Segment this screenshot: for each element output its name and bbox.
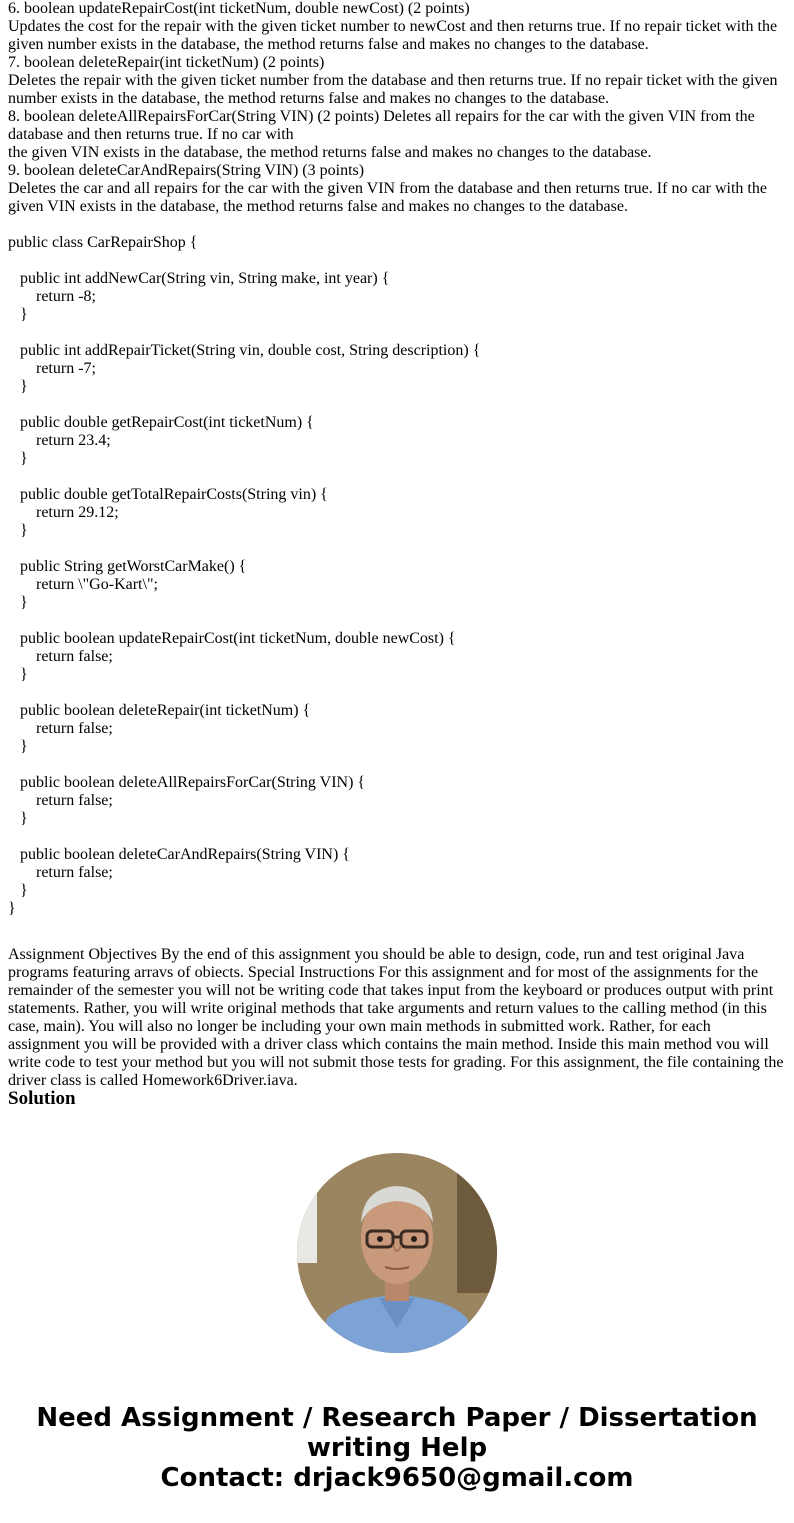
code-line: return 29.12; bbox=[8, 504, 119, 521]
code-line: } bbox=[8, 522, 28, 539]
code-line: return false; bbox=[8, 648, 113, 665]
question-content bbox=[8, 0, 786, 1090]
promo-banner bbox=[0, 1403, 794, 1493]
code-line: public String getWorstCarMake() { bbox=[8, 558, 247, 575]
spec-9-heading: 9. boolean deleteCarAndRepairs(String VIN) (3 points) bbox=[8, 162, 365, 179]
promo-line-1: Need Assignment / Research Paper / Dissertation bbox=[36, 1403, 758, 1433]
code-line: public boolean deleteCarAndRepairs(String VIN) { bbox=[8, 846, 350, 863]
spec-6-body: Updates the cost for the repair with the given ticket number to newCost and then returns true. If no repair ticket with the given number exists in the database, the method returns false and makes no changes to the database. bbox=[8, 18, 778, 53]
code-line: } bbox=[8, 900, 16, 917]
code-line: } bbox=[8, 738, 28, 755]
code-line: return false; bbox=[8, 864, 113, 881]
code-line: public boolean deleteRepair(int ticketNum) { bbox=[8, 702, 311, 719]
spec-7-heading: 7. boolean deleteRepair(int ticketNum) (2 points) bbox=[8, 54, 325, 71]
author-avatar bbox=[297, 1153, 497, 1353]
code-line: return -7; bbox=[8, 360, 96, 377]
code-line: } bbox=[8, 882, 28, 899]
code-line: public int addNewCar(String vin, String make, int year) { bbox=[8, 270, 390, 287]
code-line: public boolean updateRepairCost(int ticketNum, double newCost) { bbox=[8, 630, 456, 647]
code-line bbox=[8, 828, 786, 846]
spec-8-line1: 8. boolean deleteAllRepairsForCar(String VIN) (2 points) Deletes all repairs for the car with the given VIN from the database and then returns true. If no car with bbox=[8, 108, 755, 143]
spec-8-line2: the given VIN exists in the database, the method returns false and makes no changes to the database. bbox=[8, 144, 652, 161]
code-line: public class CarRepairShop { bbox=[8, 234, 198, 251]
promo-contact: Contact: drjack9650@gmail.com bbox=[160, 1463, 634, 1493]
code-line: } bbox=[8, 810, 28, 827]
code-line bbox=[8, 324, 786, 342]
code-line: return -8; bbox=[8, 288, 96, 305]
code-line: return 23.4; bbox=[8, 432, 111, 449]
code-line bbox=[8, 252, 786, 270]
promo-line-2: writing Help bbox=[306, 1433, 488, 1463]
code-line bbox=[8, 468, 786, 486]
code-line bbox=[8, 612, 786, 630]
author-portrait-image bbox=[297, 1153, 497, 1353]
code-line: return false; bbox=[8, 720, 113, 737]
code-line: public boolean deleteAllRepairsForCar(String VIN) { bbox=[8, 774, 366, 791]
solution-heading: Solution bbox=[8, 1088, 76, 1109]
spec-7-body: Deletes the repair with the given ticket number from the database and then returns true. If no repair ticket with the given number exists in the database, the method returns false and makes no changes to the database. bbox=[8, 72, 778, 107]
code-line: public int addRepairTicket(String vin, double cost, String description) { bbox=[8, 342, 481, 359]
spec-6-heading: 6. boolean updateRepairCost(int ticketNum, double newCost) (2 points) bbox=[8, 0, 470, 17]
code-line bbox=[8, 396, 786, 414]
spec-9-body: Deletes the car and all repairs for the car with the given VIN from the database and then returns true. If no car with the given VIN exists in the database, the method returns false and makes no changes to the database. bbox=[8, 180, 767, 215]
code-line: return \"Go-Kart\"; bbox=[8, 576, 158, 593]
code-line: public double getTotalRepairCosts(String vin) { bbox=[8, 486, 328, 503]
code-line bbox=[8, 684, 786, 702]
code-line bbox=[8, 540, 786, 558]
code-line: return false; bbox=[8, 792, 113, 809]
code-listing bbox=[8, 234, 786, 918]
code-line: } bbox=[8, 378, 28, 395]
code-line: public double getRepairCost(int ticketNum) { bbox=[8, 414, 314, 431]
code-line bbox=[8, 756, 786, 774]
code-line: } bbox=[8, 450, 28, 467]
code-line: } bbox=[8, 666, 28, 683]
code-line: } bbox=[8, 306, 28, 323]
assignment-objectives: Assignment Objectives By the end of this assignment you should be able to design, code, run and test original Java programs featuring arravs of obiects. Special Instructions For this assignment and for most of the assignments for the remainder of the semester you will not be writing code that takes input from the keyboard or produces output with print statements. Rather, you will write original methods that take arguments and return values to the calling method (in this case, main). You will also no longer be including your own main methods in submitted work. Rather, for each assignment you will be provided with a driver class which contains the main method. Inside this main method vou will write code to test your method but you will not submit those tests for grading. For this assignment, the file containing the driver class is called Homework6Driver.iava. bbox=[8, 946, 784, 1089]
code-line: } bbox=[8, 594, 28, 611]
